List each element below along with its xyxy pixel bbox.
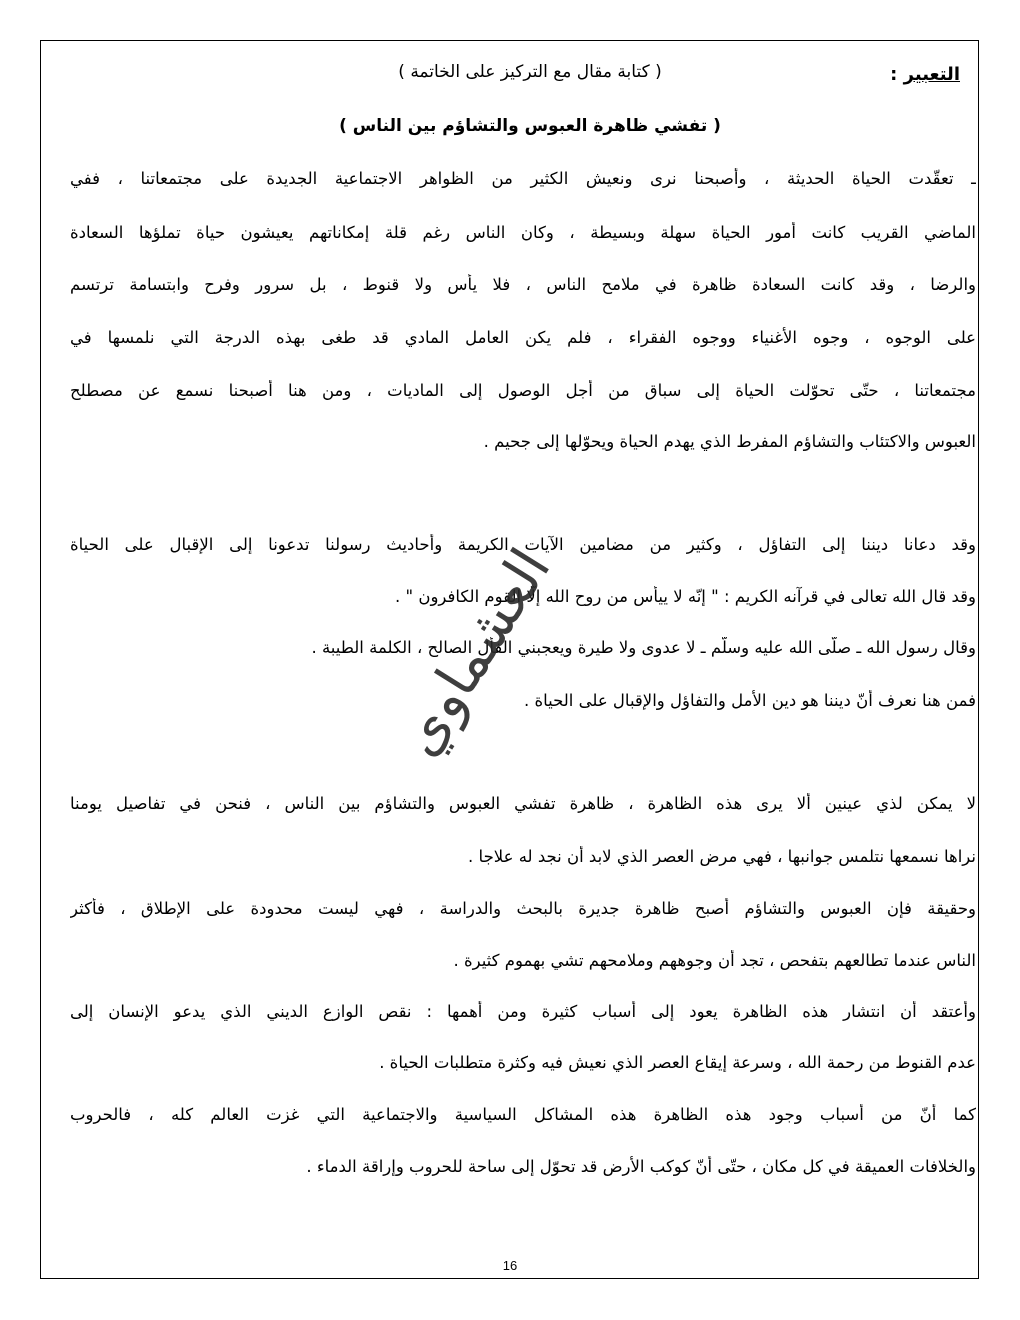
paragraph-line: لا يمكن لذي عينين ألا يرى هذه الظاهرة ، ظاهرة تفشي العبوس والتشاؤم بين الناس ، فنحن في تفاصيل يومنا [70, 794, 976, 813]
paragraph-line: نراها نسمعها نتلمس جوانبها ، فهي مرض العصر الذي لابد أن نجد له علاجا . [468, 847, 976, 866]
paragraph-line: وقال رسول الله ـ صلّى الله عليه وسلّم ـ لا عدوى ولا طيرة ويعجبني الفأل الصالح ، الكلمة الطيبة . [311, 638, 976, 657]
paragraph-line: ـ تعقّدت الحياة الحديثة ، وأصبحنا نرى ونعيش الكثير من الظواهر الاجتماعية الجديدة على مجتمعاتنا ، ففي [70, 169, 976, 188]
paragraph-line: وقد قال الله تعالى في قرآنه الكريم : " إنّه لا ييأس من روح الله إلّا القوم الكافرون " . [395, 587, 976, 606]
paragraph-line: الناس عندما تطالعهم بتفحص ، تجد أن وجوههم وملامحهم تشي بهموم كثيرة . [453, 951, 976, 970]
essay-title: ( تفشي ظاهرة العبوس والتشاؤم بين الناس ) [339, 116, 721, 136]
section-label-colon: : [890, 64, 898, 85]
task-description: ( كتابة مقال مع التركيز على الخاتمة ) [398, 62, 662, 82]
paragraph-line: والرضا ، وقد كانت السعادة ظاهرة في ملامح الناس ، فلا يأس ولا قنوط ، بل سرور وفرح وابتسامة ترتسم [70, 275, 976, 294]
paragraph-line: عدم القنوط من رحمة الله ، وسرعة إيقاع العصر الذي نعيش فيه وكثرة متطلبات الحياة . [379, 1053, 976, 1072]
paragraph-line: الماضي القريب كانت أمور الحياة سهلة وبسيطة ، وكان الناس رغم قلة إمكاناتهم يعيشون حياة تملؤها السعادة [70, 223, 976, 242]
paragraph-line: والخلافات العميقة في كل مكان ، حتّى أنّ كوكب الأرض قد تحوّل إلى ساحة للحروب وإراقة الدماء . [306, 1157, 976, 1176]
paragraph-line: العبوس والاكتئاب والتشاؤم المفرط الذي يهدم الحياة ويحوّلها إلى جحيم . [483, 432, 976, 451]
paragraph-line: وحقيقة فإن العبوس والتشاؤم أصبح ظاهرة جديرة بالبحث والدراسة ، فهي ليست محدودة على الإطلاق ، فأكثر [70, 899, 976, 918]
paragraph-line: مجتمعاتنا ، حتّى تحوّلت الحياة إلى سباق من أجل الوصول إلى الماديات ، ومن هنا أصبحنا نسمع عن مصطلح [70, 381, 976, 400]
author-watermark: العشماوي [386, 537, 564, 768]
page-number: 16 [502, 1258, 518, 1273]
paragraph-line: وقد دعانا ديننا إلى التفاؤل ، وكثير من مضامين الآيات الكريمة وأحاديث رسولنا تدعونا إلى الإقبال على الحياة [70, 535, 976, 554]
section-label-text: التعبير [903, 64, 960, 85]
paragraph-line: وأعتقد أن انتشار هذه الظاهرة يعود إلى أسباب كثيرة ومن أهمها : نقص الوازع الديني الذي يدعو الإنسان إلى [70, 1002, 976, 1021]
paragraph-line: كما أنّ من أسباب وجود هذه الظاهرة هذه المشاكل السياسية والاجتماعية التي غزت العالم كله ، فالحروب [70, 1105, 976, 1124]
paragraph-line: على الوجوه ، وجوه الأغنياء ووجوه الفقراء ، فلم يكن العامل المادي قد طغى بهذه الدرجة التي نلمسها في [70, 328, 976, 347]
paragraph-line: فمن هنا نعرف أنّ ديننا هو دين الأمل والتفاؤل والإقبال على الحياة . [523, 691, 976, 710]
